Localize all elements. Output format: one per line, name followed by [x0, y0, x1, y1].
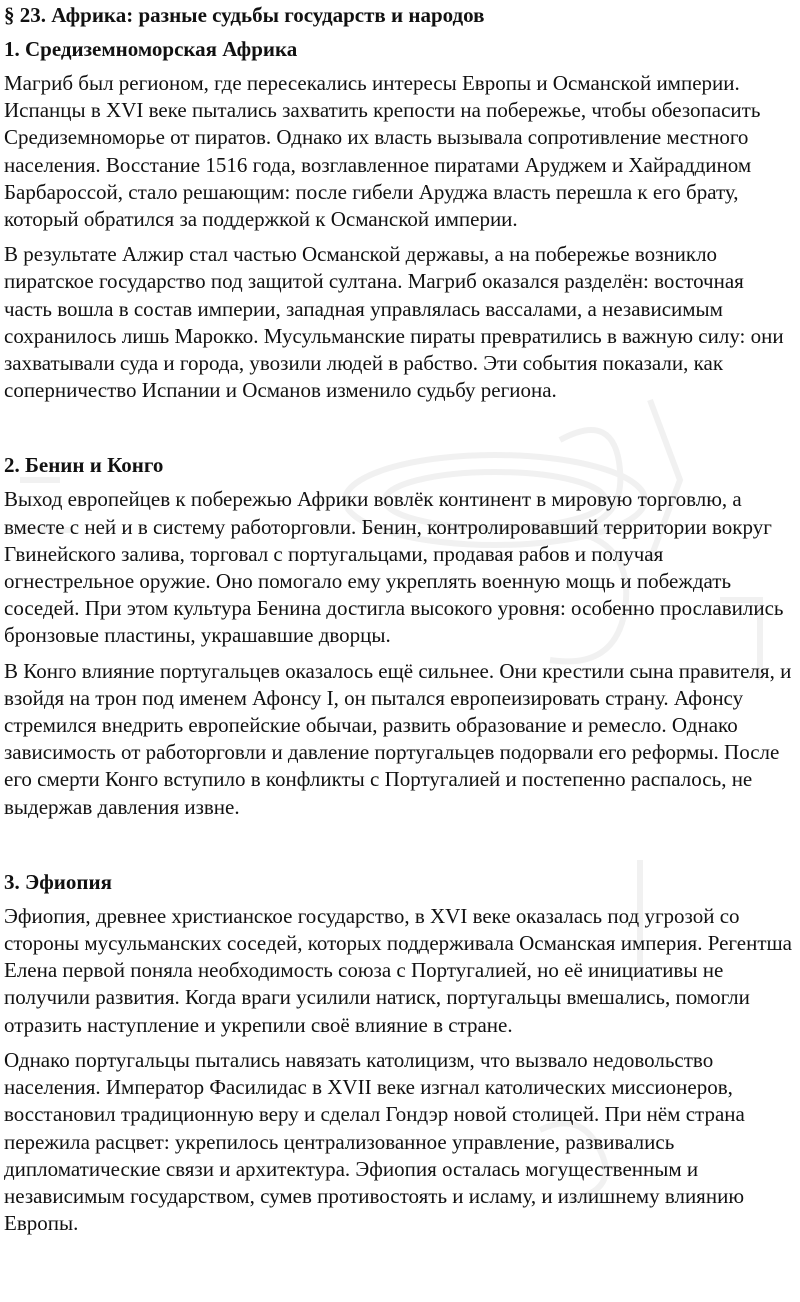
- section-benin-congo: [4, 452, 796, 820]
- paragraph: Магриб был регионом, где пересекались интересы Европы и Османской империи. Испанцы в XVI веке пытались захватить крепости на побережье, чтобы обезопасить Средиземноморье от пиратов. Однако их власть вызывала сопротивление местного населения. Восстание 1516 года, возглавленное пиратами Аруджем и Хайраддином Барбароссой, стало решающим: после гибели Аруджа власть перешла к его брату, который обратился за поддержкой к Османской империи.: [4, 71, 761, 232]
- section-heading: 1. Средиземноморская Африка: [4, 37, 298, 61]
- paragraph: В результате Алжир стал частью Османской державы, а на побережье возникло пиратское государство под защитой султана. Магриб оказался разделён: восточная часть вошла в состав империи, западная управлялась вассалами, а независимым сохранилось лишь Марокко. Мусульманские пираты превратились в важную силу: они захватывали суда и города, увозили людей в рабство. Эти события показали, как соперничество Испании и Османов изменило судьбу региона.: [4, 242, 784, 403]
- paragraph: Эфиопия, древнее христианское государство, в XVI веке оказалась под угрозой со стороны мусульманских соседей, которых поддерживала Османская империя. Регентша Елена первой поняла необходимость союза с Португалией, но её инициативы не получили развития. Когда враги усилили натиск, португальцы вмешались, помогли отразить наступление и укрепили своё влияние в стране.: [4, 903, 792, 1037]
- page-title: § 23. Африка: разные судьбы государств и народов: [4, 3, 485, 27]
- section-spacer: [4, 412, 796, 452]
- paragraph: Однако португальцы пытались навязать католицизм, что вызвало недовольство населения. Император Фасилидас в XVII веке изгнал католических миссионеров, восстановил традиционную веру и сделал Гондэр новой столицей. При нём страна пережила расцвет: укрепилось централизованное управление, развивались дипломатические связи и архитектура. Эфиопия осталась могущественным и независимым государством, сумев противостоять и исламу, и излишнему влиянию Европы.: [4, 1047, 745, 1236]
- section-mediterranean-africa: [4, 36, 796, 404]
- section-ethiopia: [4, 869, 796, 1237]
- paragraph: В Конго влияние португальцев оказалось ещё сильнее. Они крестили сына правителя, и взойдя на трон под именем Афонсу I, он пытался европеизировать страну. Афонсу стремился внедрить европейские обычаи, развить образование и ремесло. Однако зависимость от работорговли и давление португальцев подорвали его реформы. После его смерти Конго вступило в конфликты с Португалией и постепенно распалось, не выдержав давления извне.: [4, 658, 792, 819]
- section-heading: 3. Эфиопия: [4, 869, 112, 894]
- section-spacer: [4, 829, 796, 869]
- paragraph: Выход европейцев к побережью Африки вовлёк континент в мировую торговлю, а вместе с ней и в систему работорговли. Бенин, контролировавший территории вокруг Гвинейского залива, торговал с португальцами, продавая рабов и получая огнестрельное оружие. Оно помогало ему укреплять военную мощь и побеждать соседей. При этом культура Бенина достигла высокого уровня: особенно прославились бронзовые пластины, украшавшие дворцы.: [4, 487, 784, 648]
- section-heading: 2. Бенин и Конго: [4, 453, 164, 478]
